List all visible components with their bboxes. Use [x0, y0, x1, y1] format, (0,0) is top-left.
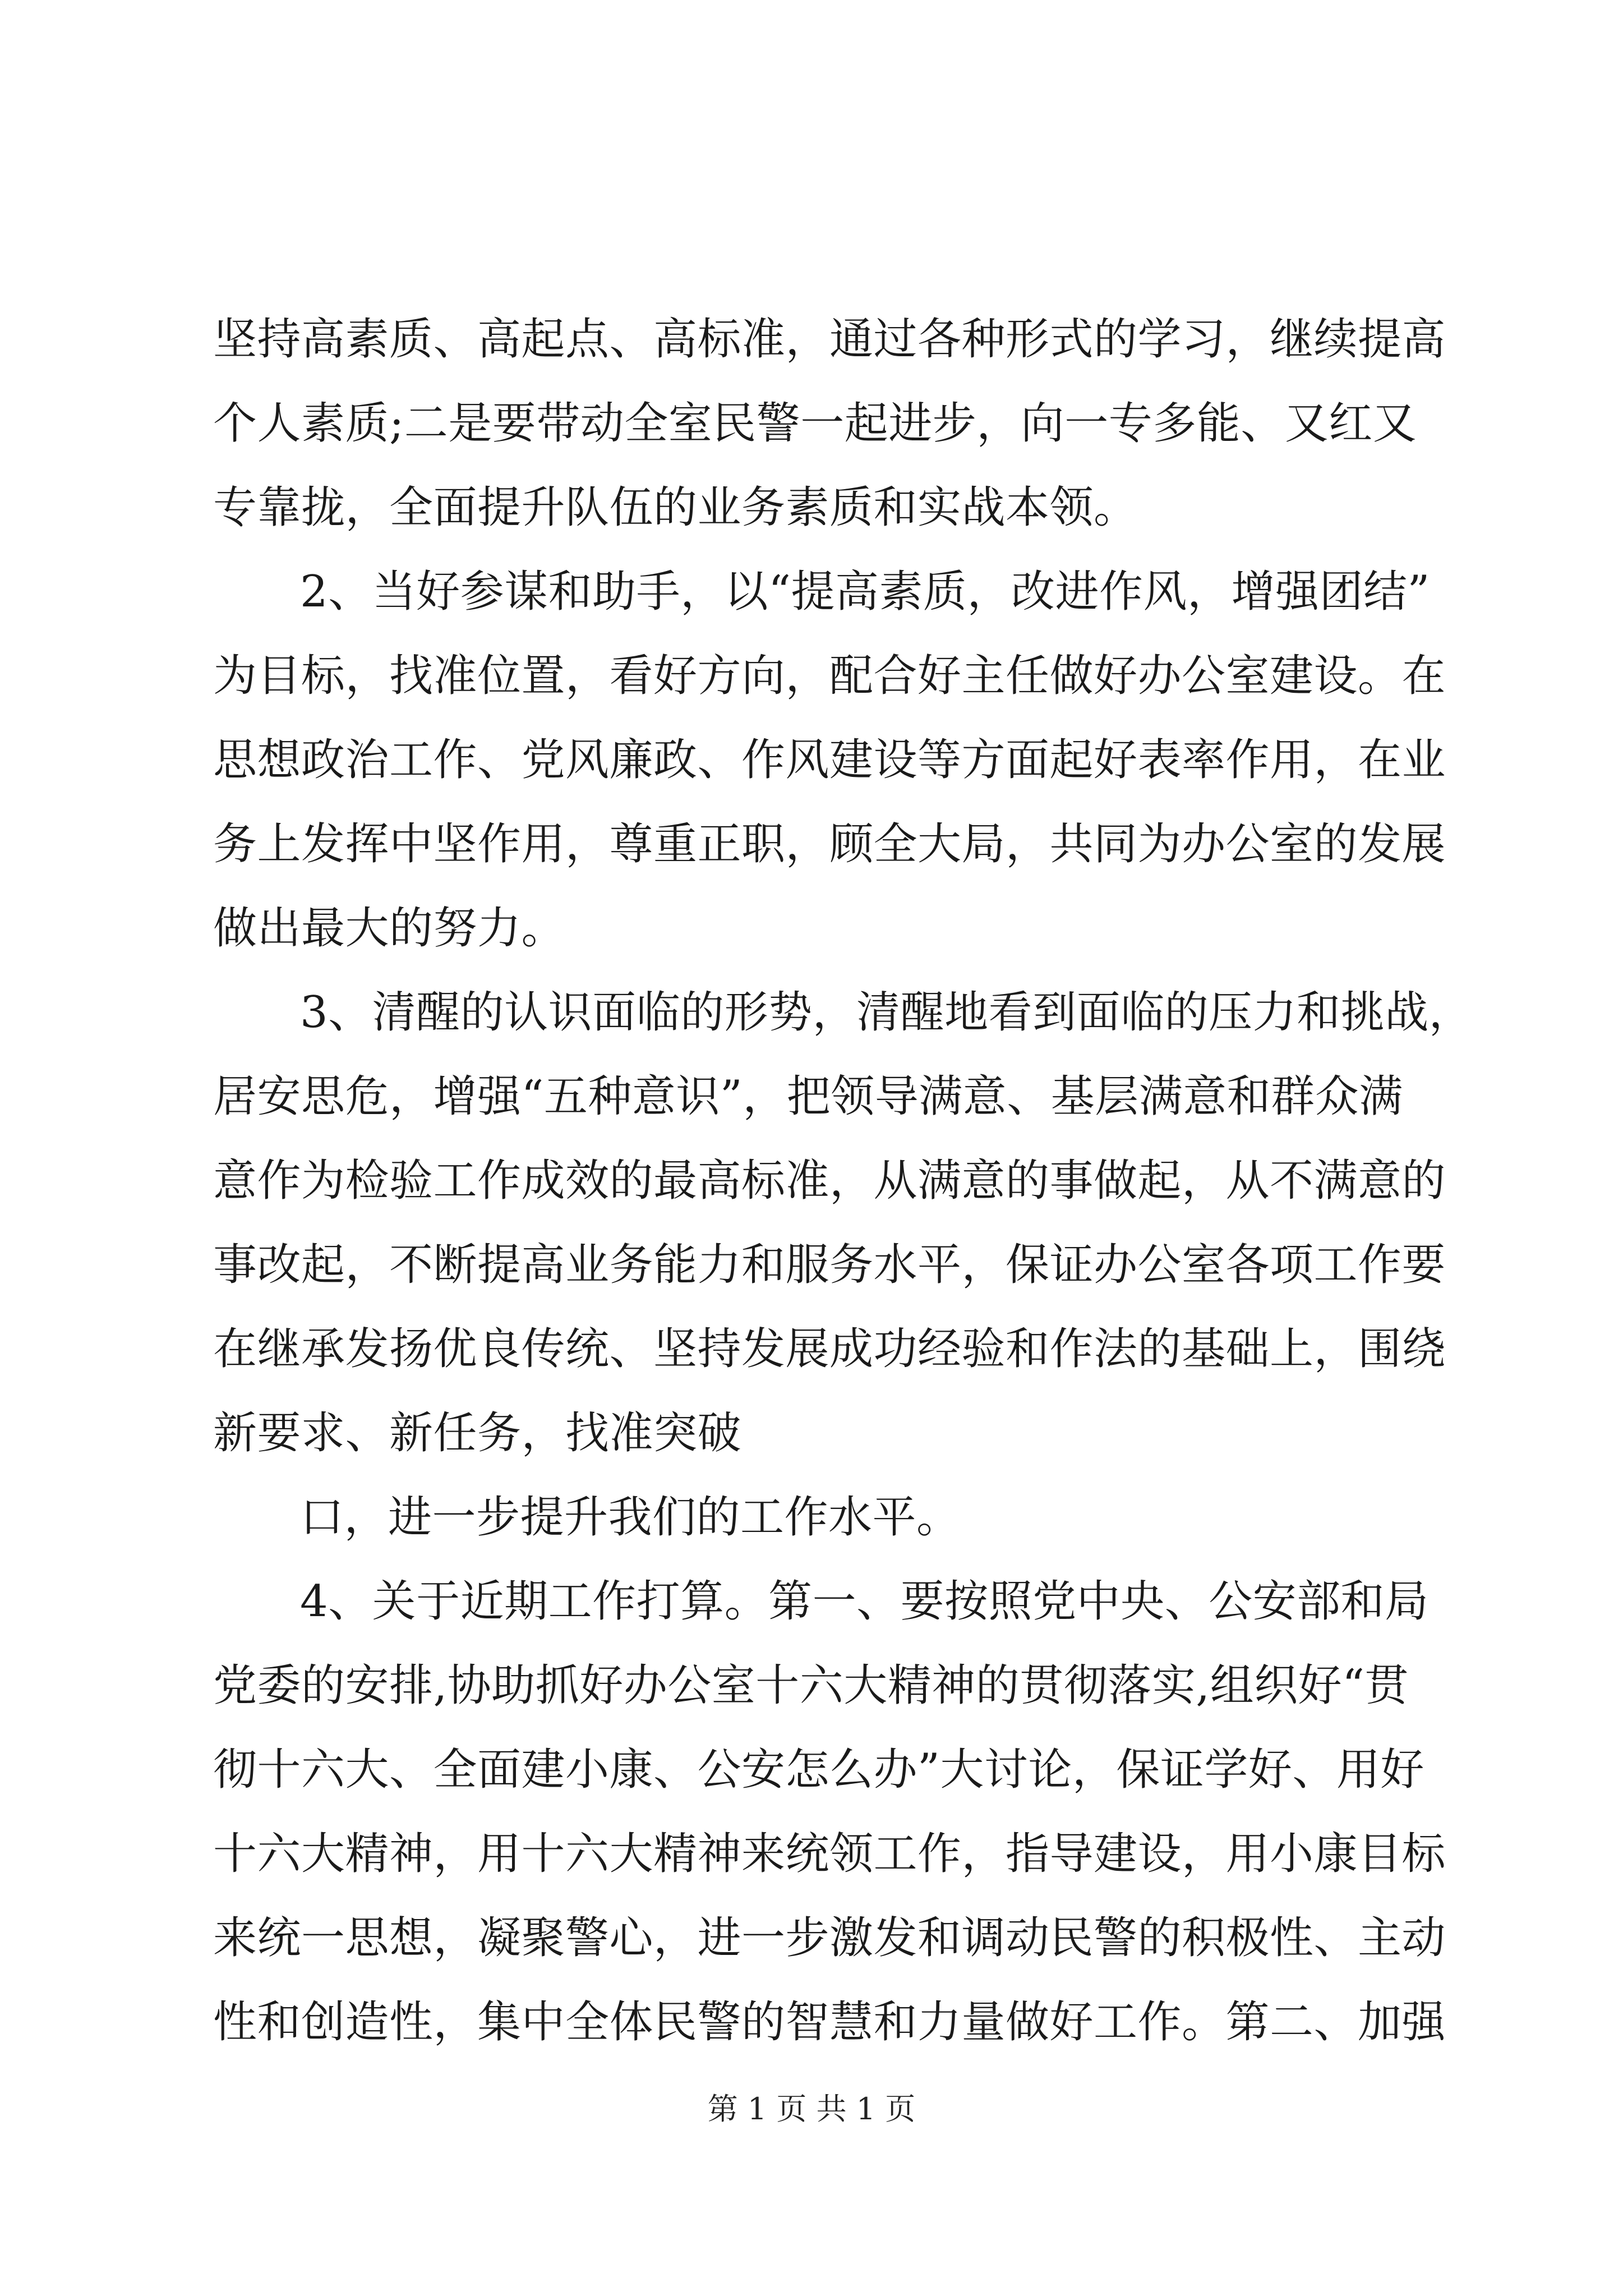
- text-line-13: 在继承发扬优良传统、坚持发展成功经验和作法的基础上，围绕: [213, 1324, 1446, 1374]
- text-line-21: 性和创造性，集中全体民警的智慧和力量做好工作。第二、加强: [213, 1997, 1446, 2047]
- text-line-1: 坚持高素质、高起点、高标准，通过各种形式的学习，继续提高: [213, 314, 1446, 365]
- text-line-10: 居安思危，增强“五种意识”，把领导满意、基层满意和群众满: [213, 1071, 1403, 1122]
- text-line-18: 彻十六大、全面建小康、公安怎么办”大讨论，保证学好、用好: [213, 1745, 1424, 1795]
- text-line-6: 思想政治工作、党风廉政、作风建设等方面起好表率作用，在业: [213, 735, 1446, 785]
- text-line-12: 事改起，不断提高业务能力和服务水平，保证办公室各项工作要: [213, 1240, 1446, 1290]
- text-line-17: 党委的安排,协助抓好办公室十六大精神的贯彻落实,组织好“贯: [213, 1660, 1409, 1711]
- text-line-5: 为目标，找准位置，看好方向，配合好主任做好办公室建设。在: [213, 651, 1446, 701]
- text-line-9: 3、清醒的认识面临的形势，清醒地看到面临的压力和挑战，: [300, 987, 1473, 1038]
- text-line-4: 2、当好参谋和助手，以“提高素质，改进作风，增强团结”: [300, 567, 1430, 617]
- text-line-11: 意作为检验工作成效的最高标准，从满意的事做起，从不满意的: [213, 1156, 1446, 1206]
- text-line-15: 口，进一步提升我们的工作水平。: [300, 1492, 961, 1543]
- text-line-8: 做出最大的努力。: [213, 903, 566, 954]
- text-line-3: 专靠拢，全面提升队伍的业务素质和实战本领。: [213, 482, 1138, 533]
- page-footer: 第 1 页 共 1 页: [707, 2091, 916, 2127]
- text-line-16: 4、关于近期工作打算。第一、要按照党中央、公安部和局: [300, 1576, 1429, 1627]
- text-line-14: 新要求、新任务，找准突破: [213, 1408, 742, 1458]
- text-line-19: 十六大精神，用十六大精神来统领工作，指导建设，用小康目标: [213, 1829, 1446, 1879]
- text-line-2: 个人素质;二是要带动全室民警一起进步，向一专多能、又红又: [213, 398, 1417, 449]
- text-line-7: 务上发挥中坚作用，尊重正职，顾全大局，共同为办公室的发展: [213, 819, 1446, 869]
- text-line-20: 来统一思想，凝聚警心，进一步激发和调动民警的积极性、主动: [213, 1913, 1446, 1963]
